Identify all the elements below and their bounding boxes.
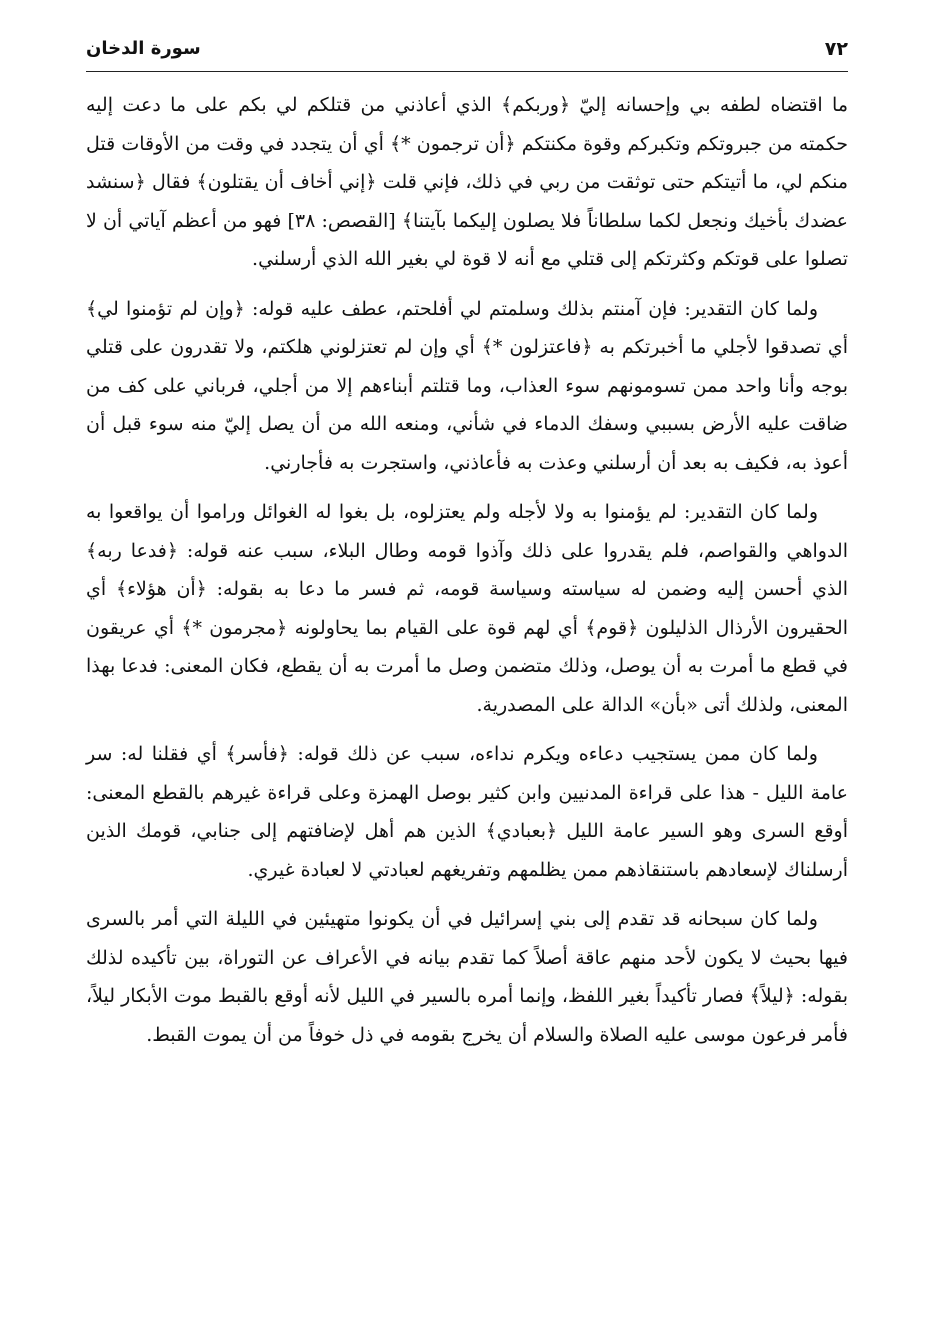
paragraph: ما اقتضاه لطفه بي وإحسانه إليّ ﴿وربكم﴾ الذي أعاذني من قتلكم لي بكم على ما دعت إليه حكمته من جبروتكم وتكبركم وقوة مكنتكم ﴿أن ترجمون *﴾ أي أن يتجدد في وقت من الأوقات قتل منكم لي، ما أتيتكم حتى توثقت من ربي في ذلك، فإني قلت ﴿إني أخاف أن يقتلون﴾ فقال ﴿سنشد عضدك بأخيك ونجعل لكما سلطاناً فلا يصلون إليكما بآيتنا﴾ [القصص: ٣٨] فهو من أعظم آياتي أن لا تصلوا على قوتكم وكثرتكم إلى قتلي مع أنه لا قوة لي بغير الله الذي أرسلني. (86, 94, 848, 270)
paragraph: ولما كان سبحانه قد تقدم إلى بني إسرائيل في أن يكونوا متهيئين في الليلة التي أمر بالسرى فيها بحيث لا يكون لأحد منهم عاقة أصلاً كما تقدم بيانه في الأعراف عن التوراة، بين تأكيده لذلك بقوله: ﴿ليلاً﴾ فصار تأكيداً بغير اللفظ، وإنما أمره بالسير في الليل لأنه أوقع بالقبط موت الأبكار ليلاً، فأمر فرعون موسى عليه الصلاة والسلام أن يخرج بقومه في ذل خوفاً من أن يموت القبط. (86, 908, 848, 1046)
paragraph: ولما كان التقدير: فإن آمنتم بذلك وسلمتم لي أفلحتم، عطف عليه قوله: ﴿وإن لم تؤمنوا لي﴾ أي تصدقوا لأجلي ما أخبرتكم به ﴿فاعتزلون *﴾ أي وإن لم تعتزلوني هلكتم، ولا تقدرون على قتلي بوجه وأنا واحد ممن تسومونهم سوء العذاب، وما قتلتم أبناءهم إلا من أجلي، فرباني على كف من ضاقت عليه الأرض بسببي وسفك الدماء في شأني، ومنعه الله من أن يصل إليّ منه سوء قبل أن أعوذ به، فكيف به بعد أن أرسلني وعذت به فأعاذني، واستجرت به فأجارني. (86, 297, 848, 474)
page-body (86, 86, 848, 1065)
paragraph: ولما كان ممن يستجيب دعاءه ويكرم نداءه، سبب عن ذلك قوله: ﴿فأسر﴾ أي فقلنا له: سر عامة الليل - هذا على قراءة المدنيين وابن كثير بوصل الهمزة وعلى قراءة غيرهم بالقطع المعنى: أوقع السرى وهو السير عامة الليل ﴿بعبادي﴾ الذين هم أهل لإضافتهم إلى جنابي، قومك الذين أرسلناك لإسعادهم باستنقاذهم ممن يظلمهم وتفريغهم لعبادتي لا لعبادة غيري. (86, 743, 848, 881)
surah-title: سورة الدخان (86, 38, 201, 59)
page-number: ٧٢ (824, 38, 848, 60)
paragraph: ولما كان التقدير: لم يؤمنوا به ولا لأجله ولم يعتزلوه، بل بغوا له الغوائل وراموا أن يواقعوا به الدواهي والقواصم، فلم يقدروا على ذلك وآذوا قومه وطال البلاء، سبب عنه قوله: ﴿فدعا ربه﴾ الذي أحسن إليه وضمن له سياسته وسياسة قومه، ثم فسر ما دعا به بقوله: ﴿أن هؤلاء﴾ أي الحقيرون الأرذال الذليلون ﴿قوم﴾ أي لهم قوة على القيام بما يحاولونه ﴿مجرمون *﴾ أي عريقون في قطع ما أمرت به أن يوصل، وذلك متضمن وصل ما أمرت به أن يقطع، فكان المعنى: فدعا بهذا المعنى، ولذلك أتى «بأن» الدالة على المصدرية. (86, 501, 848, 716)
page-header (86, 36, 848, 68)
header-divider (86, 71, 848, 72)
